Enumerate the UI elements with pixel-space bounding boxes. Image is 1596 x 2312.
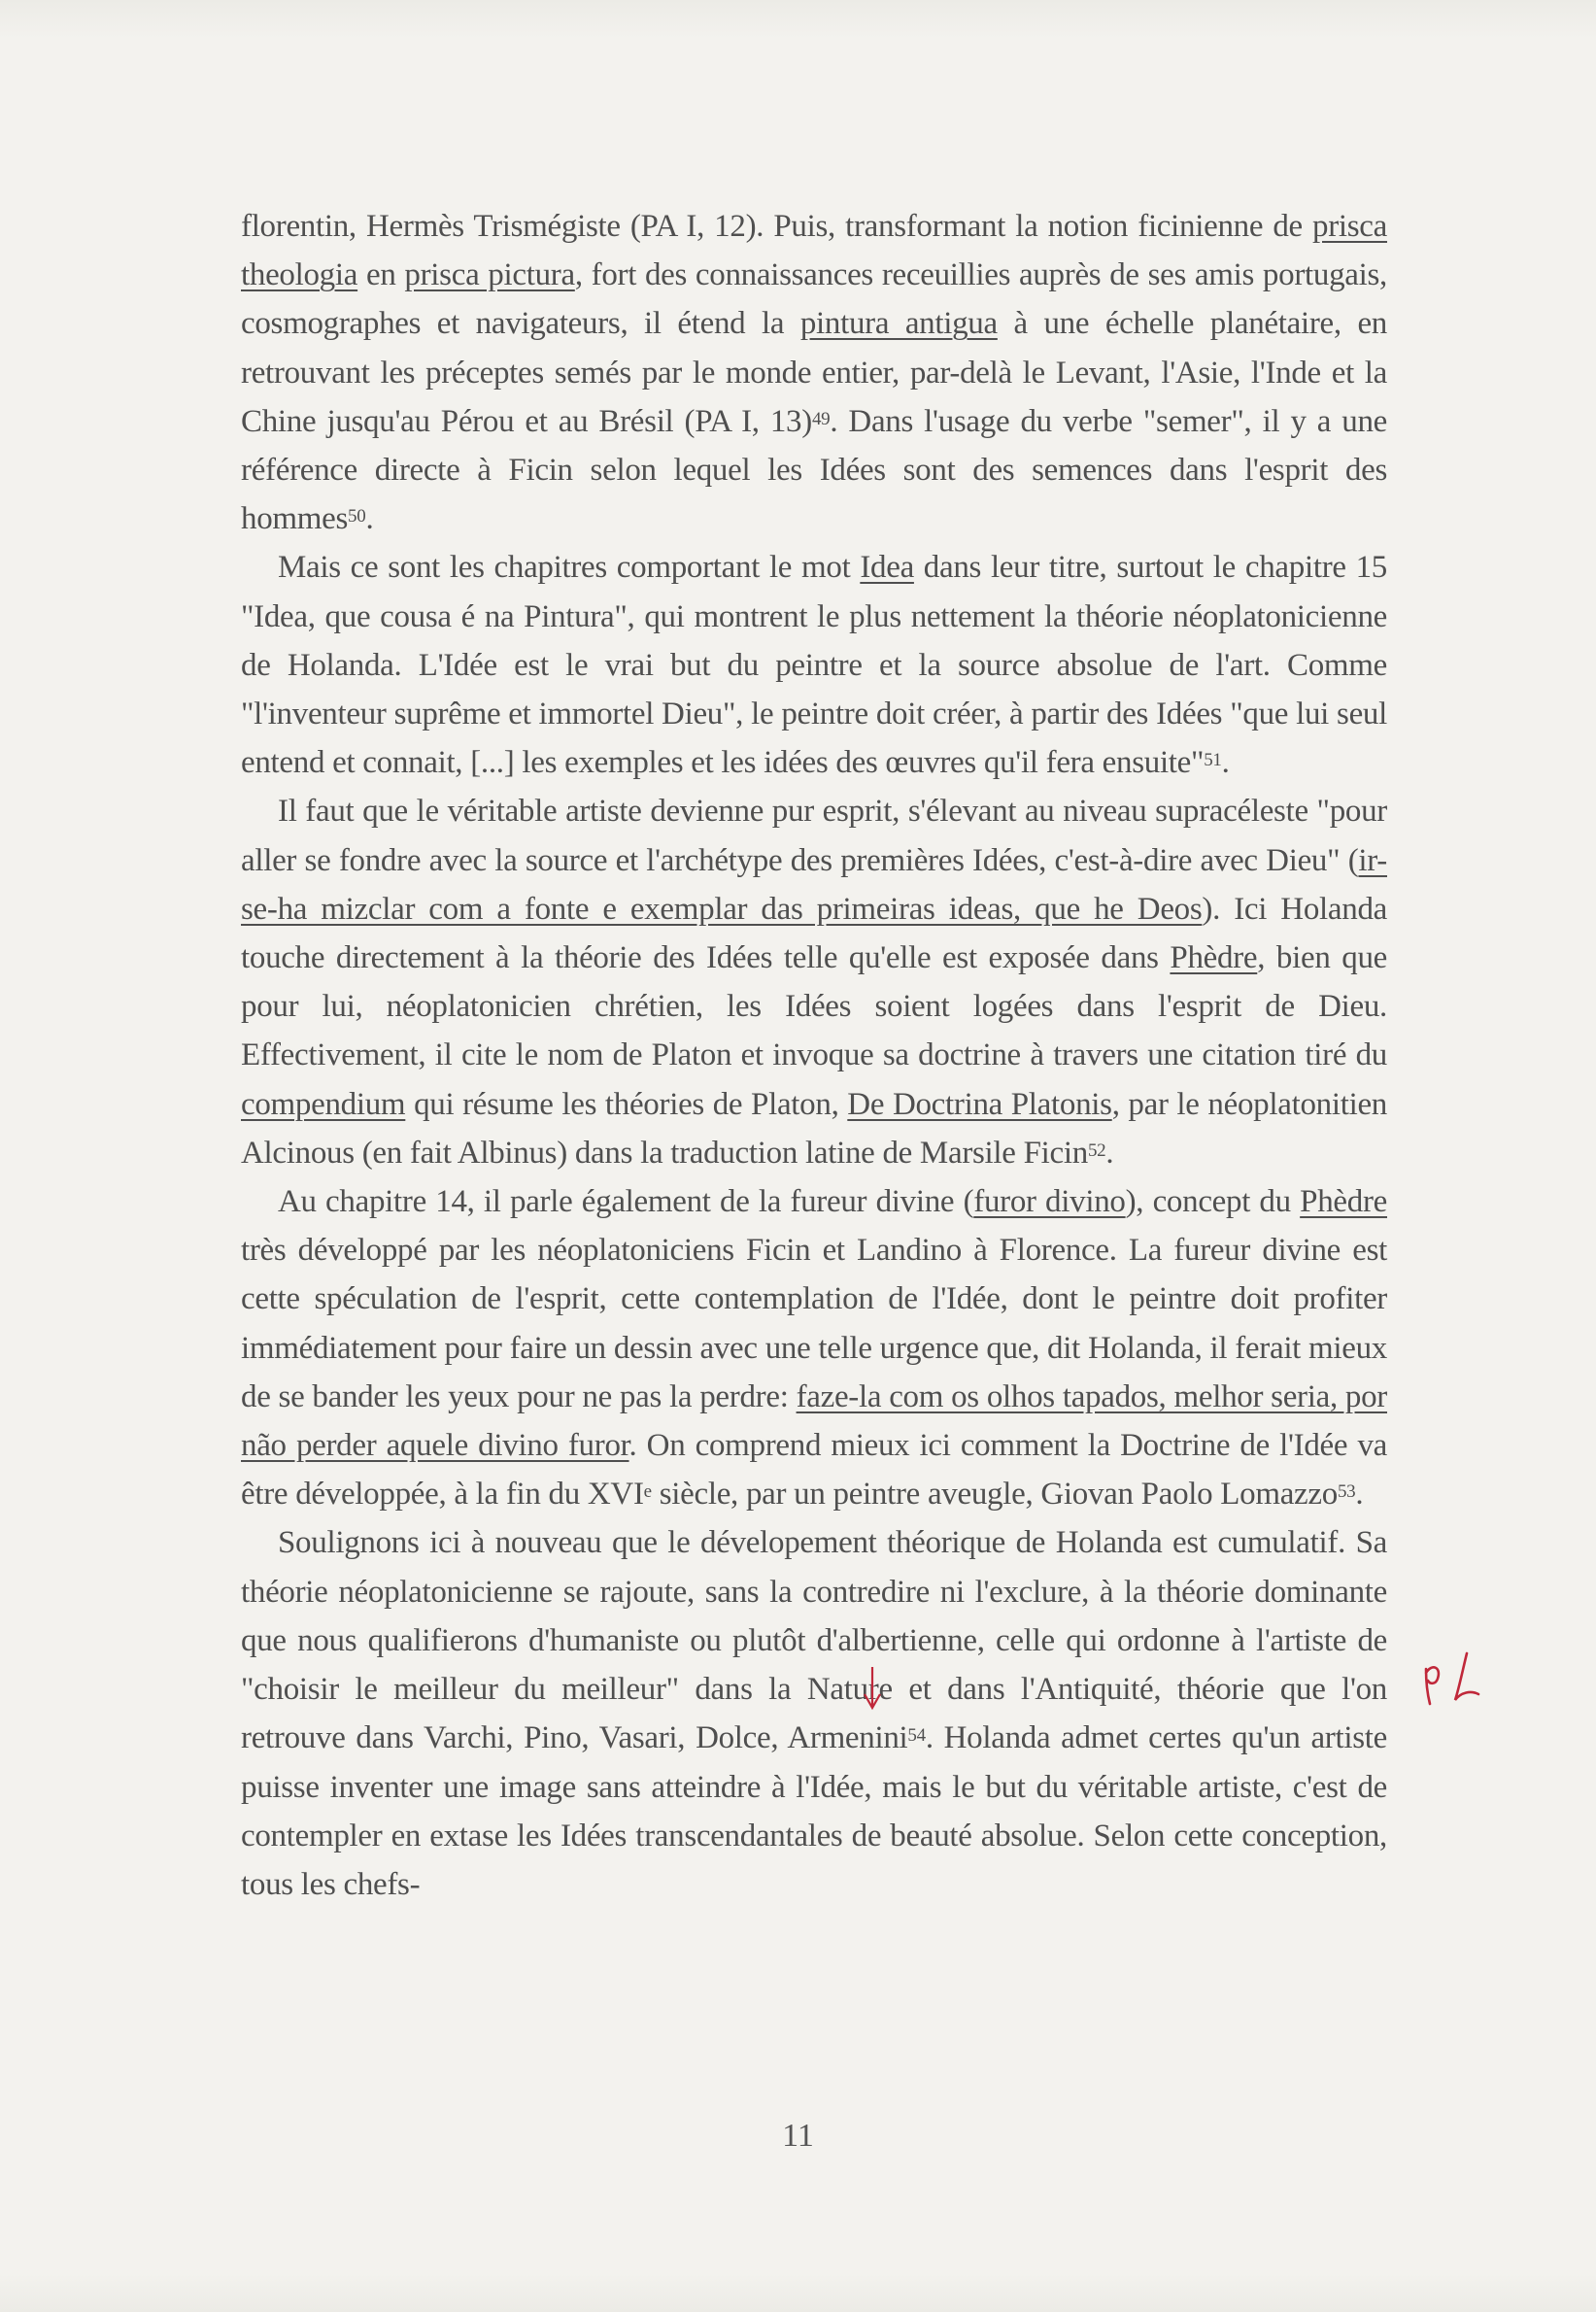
underlined-quote: De Doctrina Platonis [847,1086,1112,1122]
text-run: Soulignons ici à nouveau que le dévelopement théorique de Holanda est cumulatif. Sa théorie néoplatonicienne se rajoute, sans la contredire ni l'exclure, à la théorie dominante que nous qualifierons d'humaniste ou plutôt d'albertienne, celle qui ordonne à l'artiste de "choisir le meilleur du meilleur" dans la Nature et dans l'Antiquité, théorie que l'on retrouve dans Varchi, Pino, Vasari, Dolce, Armenini [241,1525,1387,1756]
paragraph [241,543,1387,787]
underlined-quote: faze-la com os olhos tapados, melhor seria, por não perder aquele divino furor [241,1378,1387,1464]
underlined-quote: Phèdre [1170,940,1258,976]
paragraph [241,787,1387,1177]
text-run: . [1355,1477,1364,1513]
paragraph [241,1518,1387,1909]
text-run: Il faut que le véritable artiste devienne pur esprit, s'élevant au niveau supracéleste "pour aller se fondre avec la source et l'archétype des premières Idées, c'est-à-dire avec Dieu" ( [241,794,1387,878]
text-run: très développé par les néoplatoniciens Ficin et Landino à Florence. La fureur divine est cette spéculation de l'esprit, cette contemplation de l'Idée, dont le peintre doit profiter immédiatement pour faire un dessin avec une telle urgence que, dit Holanda, il ferait mieux de se bander les yeux pour ne pas la perdre: [241,1233,1387,1414]
footnote-ref: 53 [1337,1481,1356,1503]
underlined-quote: ir-se-ha mizclar com a fonte e exemplar das primeiras ideas, que he Deos [241,842,1387,927]
footnote-ref: 49 [811,408,831,429]
text-run: dans leur titre, surtout le chapitre 15 "Idea, que cousa é na Pintura", qui montrent le plus nettement la théorie néoplatonicienne de Holanda. L'Idée est le vrai but du peintre et la source absolue de l'art. Comme "l'inventeur suprême et immortel Dieu", le peintre doit créer, à partir des Idées "que lui seul entend et connait, [...] les exemples et les idées des œuvres qu'il fera ensuite" [241,550,1388,781]
text-run: . [1221,745,1230,781]
text-run: . On comprend mieux ici comment la Doctrine de l'Idée va être développée, à la fin du XVI [241,1428,1388,1513]
text-run: à une échelle planétaire, en retrouvant les préceptes semés par le monde entier, par-delà le Levant, l'Asie, l'Inde et la Chine jusqu'au Pérou et au Brésil (PA I, 13) [241,306,1387,439]
text-run: . Holanda admet certes qu'un artiste puisse inventer une image sans atteindre à l'Idée, mais le but du véritable artiste, c'est de contempler en extase les Idées transcendantales de beauté absolue. Selon cette conception, tous les chefs- [241,1720,1387,1902]
text-run: ). Ici Holanda touche directement à la théorie des Idées telle qu'elle est exposée dans [241,891,1387,976]
text-run: , par le néoplatonitien Alcinous (en fait Albinus) dans la traduction latine de Marsile Ficin [241,1086,1387,1171]
underlined-quote: Phèdre [1300,1184,1387,1220]
footnote-ref: e [643,1481,652,1503]
underlined-quote: compendium [241,1086,406,1122]
text-run: en [357,257,405,293]
underlined-quote: prisca pictura [404,257,575,293]
text-run: siècle, par un peintre aveugle, Giovan Paolo Lomazzo [651,1477,1338,1513]
text-run: Mais ce sont les chapitres comportant le mot [278,550,861,586]
correction-caret-mark [863,1665,882,1714]
body-text [241,202,1387,1909]
underlined-quote: prisca theologia [241,209,1387,293]
footnote-ref: 54 [907,1725,926,1747]
footnote-ref: 51 [1204,750,1222,771]
paragraph [241,202,1387,543]
text-run: florentin, Hermès Trismégiste (PA I, 12). Puis, transformant la notion ficinienne de [241,209,1312,244]
text-run: Au chapitre 14, il parle également de la fureur divine ( [278,1184,974,1220]
page-number: 11 [782,2118,814,2154]
text-run: ), concept du [1125,1184,1301,1220]
footnote-ref: 50 [348,506,366,527]
margin-correction-note [1420,1649,1488,1708]
footnote-ref: 52 [1087,1139,1106,1161]
text-run: . [1105,1135,1114,1171]
text-run: . Dans l'usage du verbe "semer", il y a une référence directe à Ficin selon lequel les Idées sont des semences dans l'esprit des hommes [241,403,1387,537]
text-run: qui résume les théories de Platon, [405,1086,848,1122]
text-run: , fort des connaissances receuillies auprès de ses amis portugais, cosmographes et navigateurs, il étend la [241,257,1388,342]
text-run: . [365,501,374,537]
text-run: , bien que pour lui, néoplatonicien chrétien, les Idées soient logées dans l'esprit de Dieu. Effectivement, il cite le nom de Platon et invoque sa doctrine à travers une citation tiré du [241,940,1387,1073]
paragraph [241,1177,1387,1518]
underlined-quote: furor divino [973,1184,1126,1220]
underlined-quote: pintura antigua [799,306,998,342]
underlined-quote: Idea [860,550,914,586]
